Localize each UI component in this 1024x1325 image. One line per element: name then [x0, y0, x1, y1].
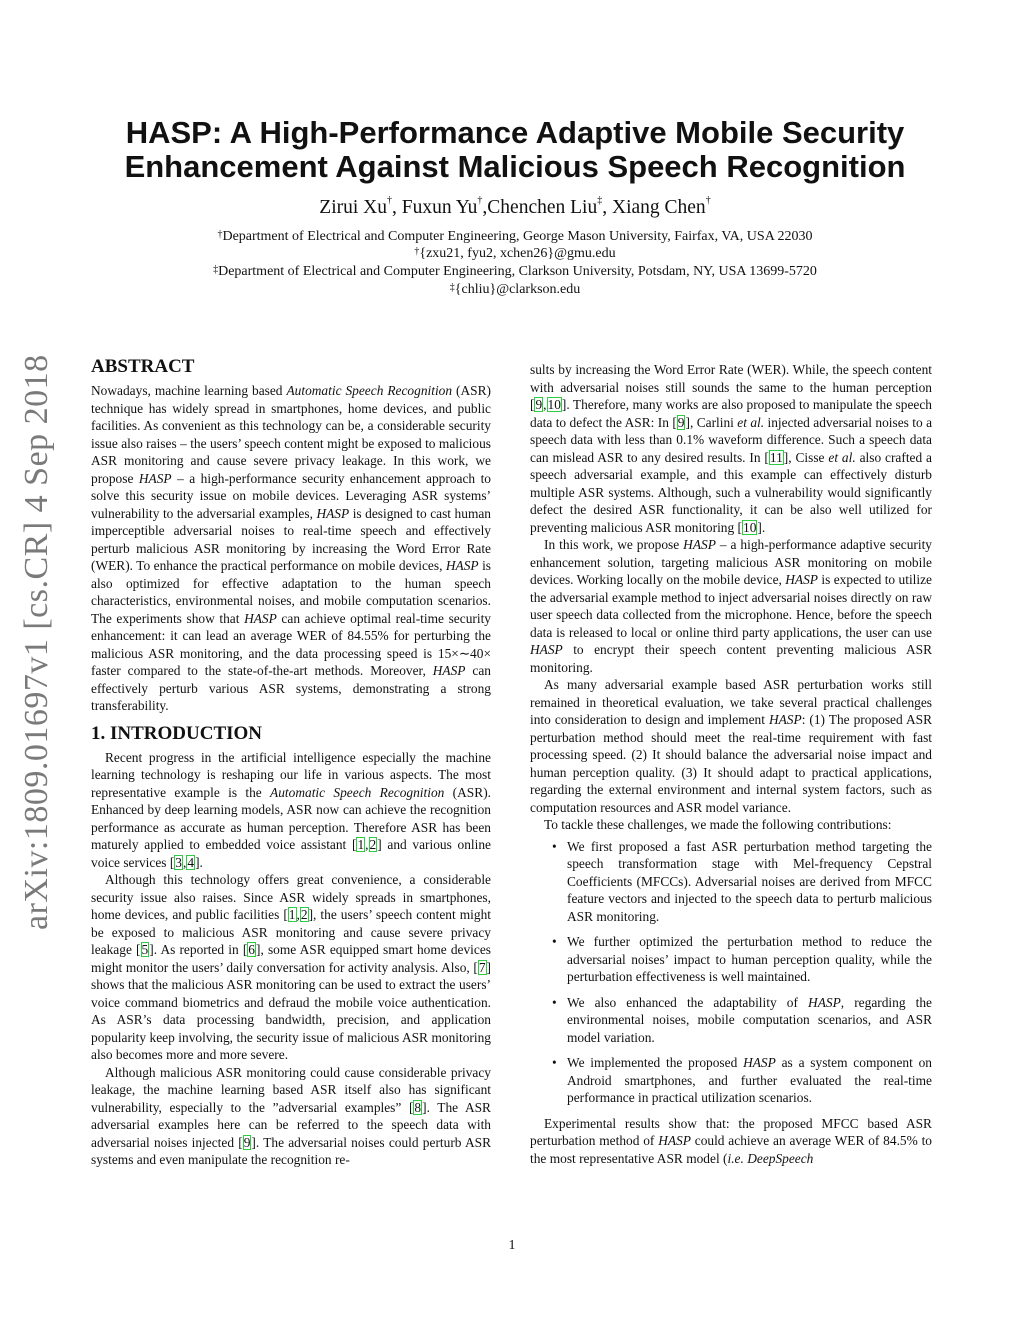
abstract-text: Nowadays, machine learning based Automatic Speech Recognition (ASR) technique has widely spread in smartphones, home devices, and public facilities. As convenient as this technology can be, a considerable security issue also raises – the users’ speech content might be exposed to malicious ASR monitoring and cause severe privacy leakage. In this work, we propose HASP – a high-performance security enhancement approach to solve this security issue on mobile devices. Leveraging ASR systems’ vulnerability to the adversarial examples, HASP is designed to cast human imperceptible adversarial noises to real-time speech and effectively perturb malicious ASR monitoring by increasing the Word Error Rate (WER). To enhance the practical performance on mobile devices, HASP is also optimized for effective adaptation to the human speech characteristics, environmental noises, and mobile computation scenarios. The experiments show that HASP can achieve optimal real-time security enhancement: it can lead an average WER of 84.55% for perturbing the malicious ASR monitoring, and the data processing speed is 15×∼40× faster compared to the state-of-the-art methods. Moreover, HASP can effectively perturb various ASR systems, demonstrating a strong transferability. — [91, 383, 492, 713]
bullet-icon: • — [552, 1055, 557, 1070]
list-item: • We further optimized the perturbation method to reduce the adversarial noises’ impact to human perception quality, while the perturbation effectiveness is well maintained. — [552, 934, 932, 984]
citation-link[interactable]: 5 — [141, 942, 149, 957]
author-mark: † — [387, 195, 392, 206]
bullet-icon: • — [552, 934, 557, 949]
affiliation-mark: † — [414, 246, 420, 257]
affiliation-email: {zxu21, fyu2, xchen26}@gmu.edu — [419, 246, 616, 261]
list-item: • We implemented the proposed HASP as a system component on Android smartphones, and further evaluated the real-time performance in practical utilization scenarios. — [552, 1055, 932, 1105]
bullet-icon: • — [552, 994, 557, 1010]
citation-link[interactable]: 1 — [288, 907, 296, 922]
intro-paragraph: Recent progress in the artificial intelligence especially the machine learning technology is reshaping our life in various aspects. The most representative example is the Automatic Speech Recognition (ASR). Enhanced by deep learning models, ASR now can achieve the recognition performance as accurate as human perception. Therefore ASR has been maturely applied to embedded voice assistant [1,2] and various online voice services [3,4]. — [91, 749, 491, 870]
author-mark: ‡ — [597, 195, 603, 206]
author-mark: † — [705, 195, 711, 206]
affiliation-line — [100, 263, 930, 280]
introduction-heading: 1. INTRODUCTION — [91, 722, 263, 744]
list-item: • We first proposed a fast ASR perturbation method targeting the speech transformation stage with Mel-frequency Cepstral Coefficients (MFCCs). Adversarial noises are derived from MFCC feature vectors and injected to the speech data to perturb malicious ASR monitoring. — [552, 838, 932, 924]
contribution-list — [530, 838, 932, 1107]
citation-link[interactable]: 2 — [300, 907, 308, 922]
author-name: Chenchen Liu — [487, 197, 598, 218]
left-column — [91, 356, 491, 1169]
arxiv-identifier-stamp: arXiv:1809.01697v1 [cs.CR] 4 Sep 2018 — [18, 354, 55, 930]
affiliation-text: Department of Electrical and Computer Engineering, Clarkson University, Potsdam, NY, USA 13699-5720 — [218, 264, 817, 279]
author-name: Xiang Chen — [611, 197, 706, 218]
affiliation-line — [100, 228, 930, 245]
affiliation-mark: ‡ — [449, 282, 455, 293]
right-column — [530, 361, 932, 1167]
citation-link[interactable]: 9 — [677, 414, 685, 430]
author-name: Fuxun Yu — [401, 197, 478, 218]
list-item: • We also enhanced the adaptability of HASP, regarding the environmental noises, mobile computation scenarios, and ASR model variation. — [552, 994, 932, 1045]
citation-link[interactable]: 9 — [243, 1134, 251, 1150]
citation-link[interactable]: 11 — [769, 449, 783, 465]
page-number: 1 — [508, 1238, 516, 1253]
citation-link[interactable]: 7 — [478, 959, 486, 975]
author-list: Zirui Xu†, Fuxun Yu†,Chenchen Liu‡, Xiang Chen† — [319, 195, 711, 218]
citation-link[interactable]: 6 — [248, 942, 255, 957]
intro-paragraph: To tackle these challenges, we made the following contributions: — [544, 817, 892, 832]
intro-paragraph: Although malicious ASR monitoring could cause considerable privacy leakage, the machine learning based ASR itself also has significant vulnerability, especially to the ”adversarial examples” [8]. The ASR adversarial examples here can be referred to the speech data with adversarial noises injected [9]. The adversarial noises could perturb ASR systems and even manipulate the recognition re- — [91, 1064, 492, 1167]
title-line-1: HASP: A High-Performance Adaptive Mobile Security — [125, 115, 905, 150]
intro-paragraph: Although this technology offers great convenience, a considerable security issue also raises. Since ASR widely spreads in smartphones, home devices, and public facilities [1,2], the users’ speech content might be exposed to malicious ASR monitoring and cause severe privacy leakage [5]. As reported in [6], some ASR equipped smart home devices might monitor the users’ daily conversation for activity analysis. Also, [7] shows that the malicious ASR monitoring can be used to extract the users’ voice command biometrics and defraud the mobile voice authentication. As ASR’s data processing bandwidth, precision, and application popularity keep involving, the security issue of malicious ASR monitoring also becomes more and more severe. — [91, 872, 492, 1062]
affiliation-mark: † — [217, 229, 223, 240]
abstract-heading: ABSTRACT — [91, 356, 195, 377]
affiliation-mark: ‡ — [213, 264, 219, 275]
intro-paragraph: Experimental results show that: the proposed MFCC based ASR perturbation method of HASP could achieve an average WER of 84.5% to the most representative ASR model (i.e. DeepSpeech — [530, 1115, 932, 1166]
citation-link[interactable]: 1 — [357, 837, 365, 852]
intro-paragraph: In this work, we propose HASP – a high-performance adaptive security enhancement solution, targeting malicious ASR monitoring on mobile devices. Working locally on the mobile device, HASP is expected to utilize the adversarial example method to inject adversarial noises directly on raw user speech data collected from the microphone. Hence, before the speech data is released to local or online third party applications, the user can use HASP to encrypt their speech content preventing malicious ASR monitoring. — [530, 537, 932, 675]
citation-link[interactable]: 9 — [535, 397, 543, 412]
affiliation-text: Department of Electrical and Computer Engineering, George Mason University, Fairfax, VA, USA 22030 — [222, 229, 813, 244]
affiliation-line — [100, 281, 930, 298]
intro-paragraph: As many adversarial example based ASR perturbation works still remained in theoretical evaluation, we take several practical challenges into consideration to design and implement HASP: (1) The proposed ASR perturbation method should meet the real-time requirement with fast processing speed. (2) It should balance the adversarial noise impact and human perception quality. (3) It should adapt to practical applications, regarding the external environment and internal system factors, such as computation resources and ASR model variance. — [530, 677, 932, 815]
citation-link[interactable]: 2 — [369, 837, 377, 852]
citation-link[interactable]: 3 — [175, 854, 182, 870]
author-mark: † — [477, 195, 483, 206]
citation-link[interactable]: 10 — [547, 397, 561, 412]
title-line-2: Enhancement Against Malicious Speech Recognition — [124, 149, 906, 184]
citation-link[interactable]: 4 — [187, 854, 195, 870]
citation-link[interactable]: 8 — [414, 1099, 422, 1115]
affiliation-line — [100, 245, 930, 262]
author-name: Zirui Xu — [319, 197, 387, 218]
paper-title — [90, 116, 940, 184]
affiliation-email: {chliu}@clarkson.edu — [454, 282, 581, 297]
intro-paragraph: sults by increasing the Word Error Rate (WER). While, the speech content with adversarial noises still sounds the same to the human perception [9,10]. Therefore, many works are also proposed to manipulate the speech data to defect the ASR: In [9], Carlini et al. injected adversarial noises to a speech data with less than 0.1% waveform difference. Such a speech data can mislead ASR to any desired results. In [11], Cisse et al. also crafted a speech adversarial example, and this example can effectively disturb multiple ASR systems. Although, such a vulnerability would significantly defect the desired ASR functionality, it can be also well utilized for preventing malicious ASR monitoring [10]. — [530, 362, 933, 535]
bullet-icon: • — [552, 838, 557, 854]
citation-link[interactable]: 10 — [743, 519, 757, 535]
